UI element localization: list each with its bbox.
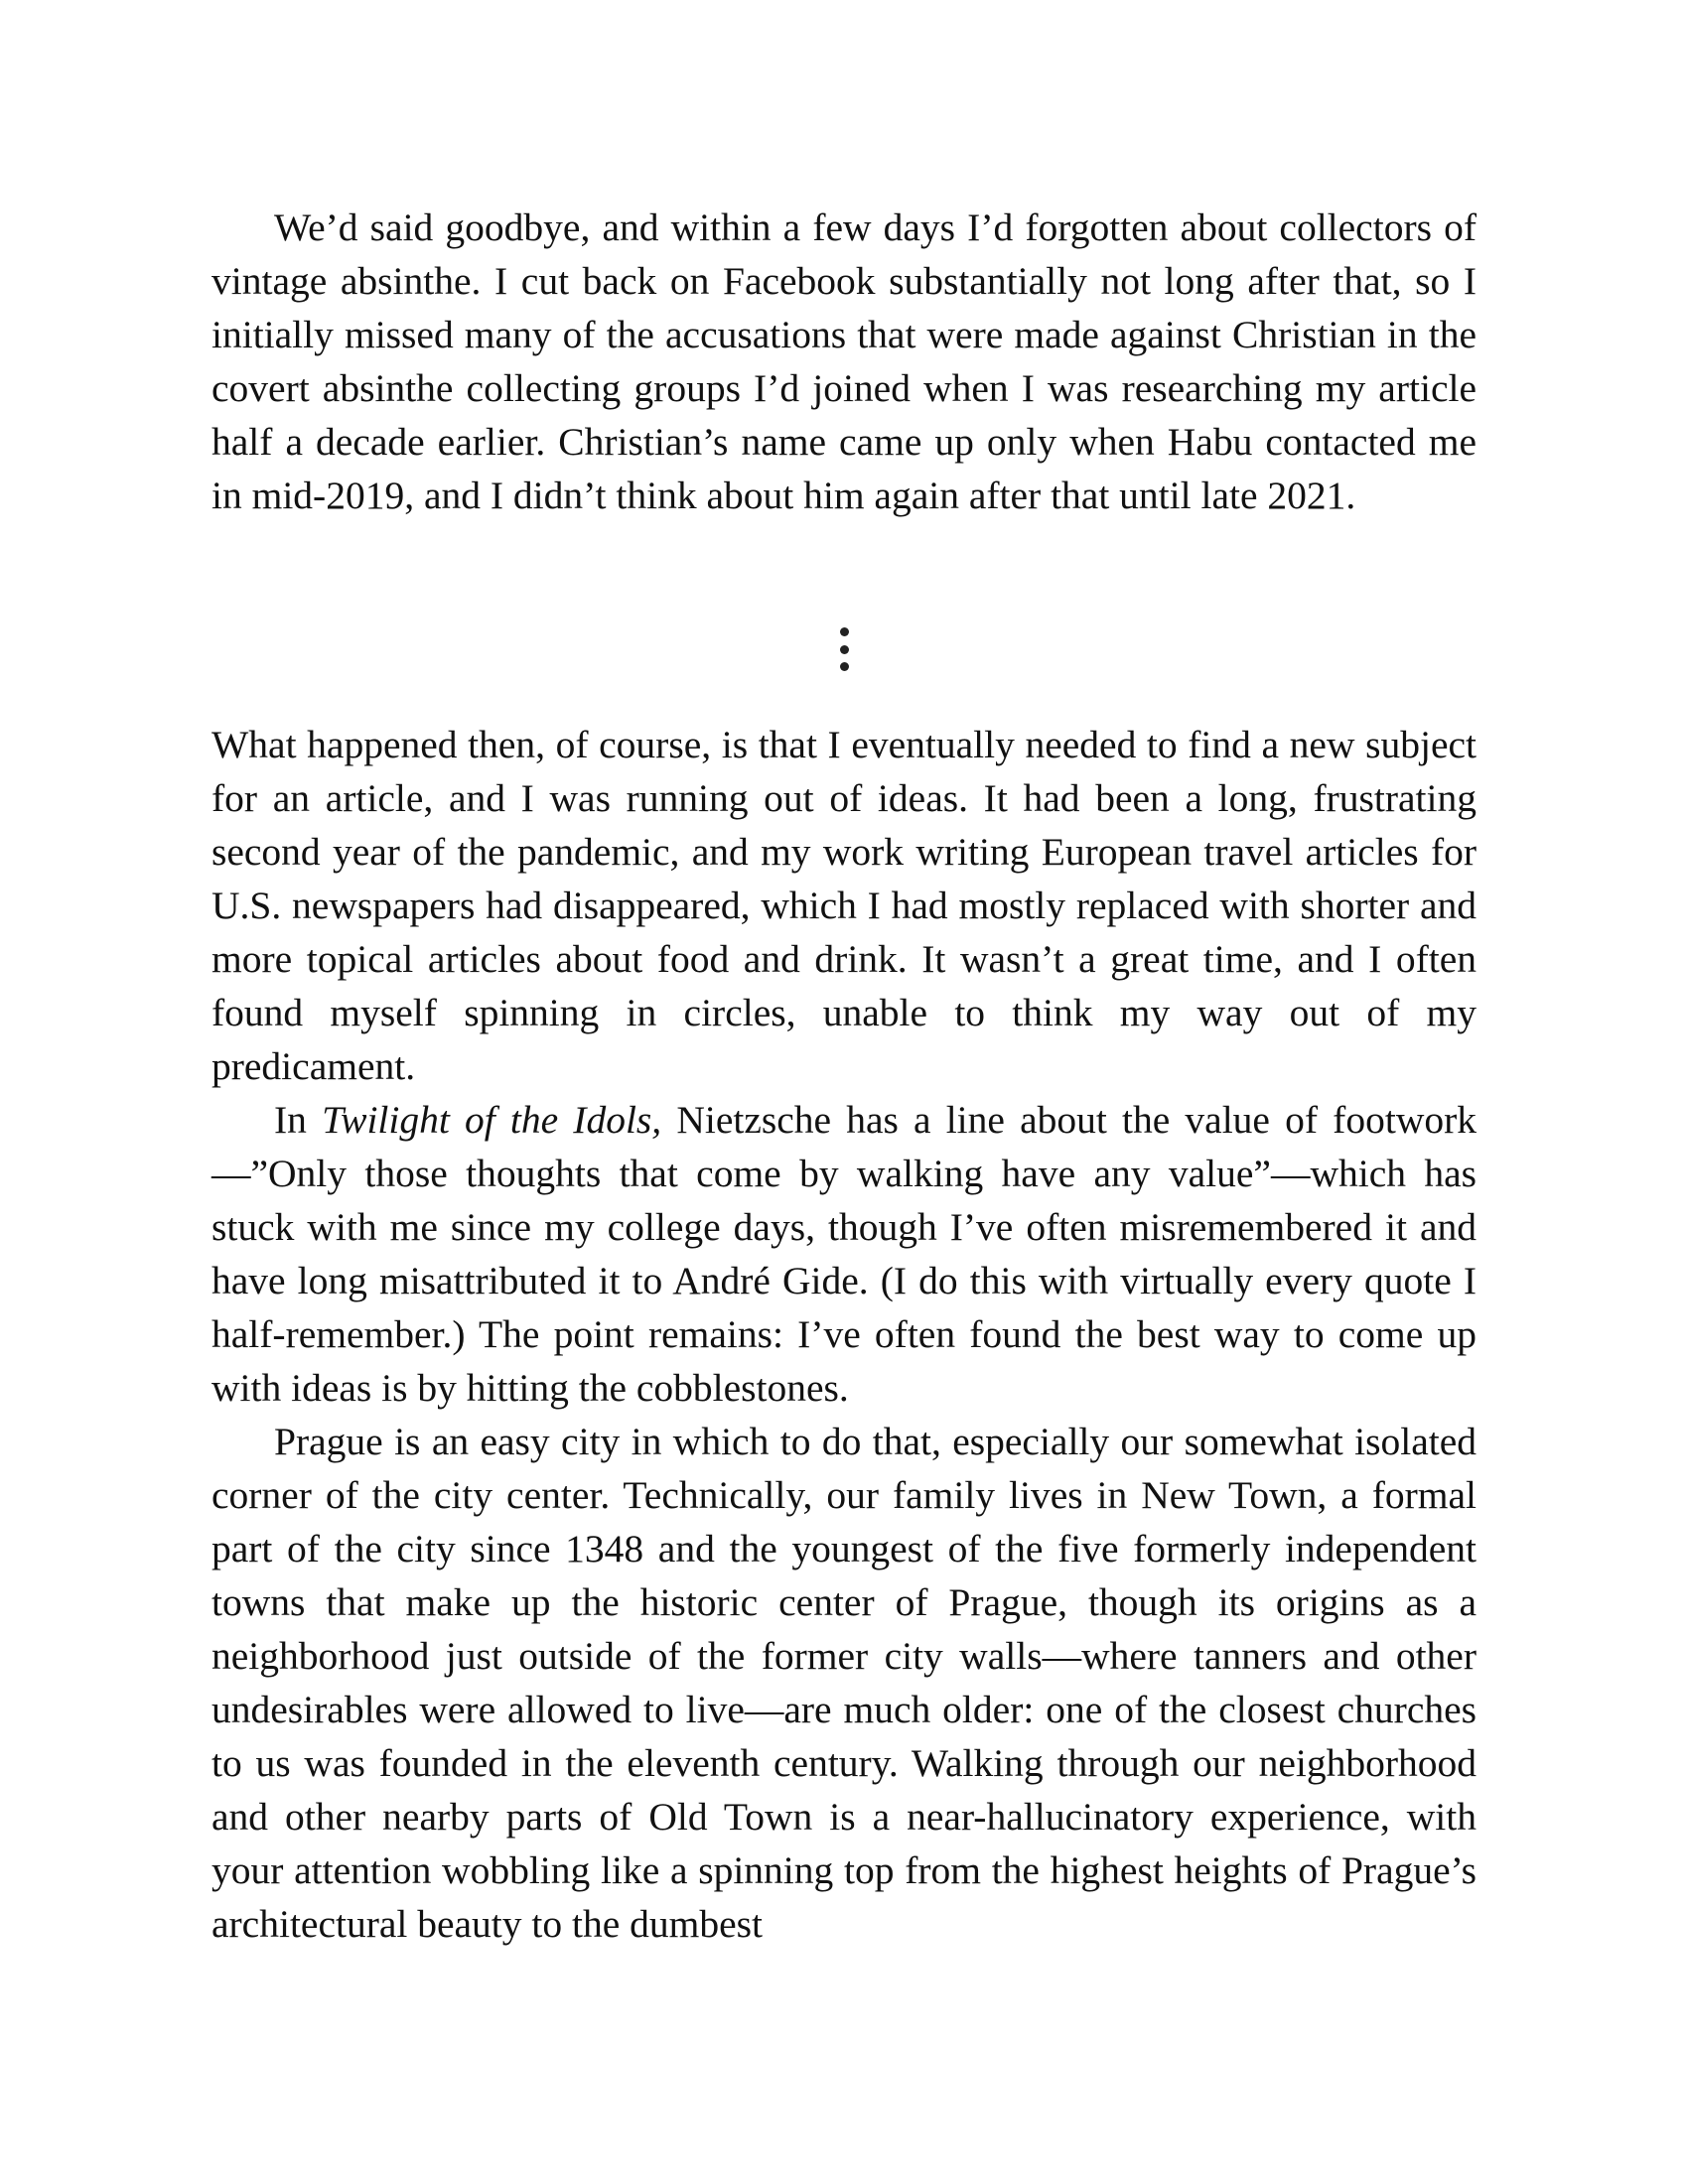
book-title: Twilight of the Idols,	[322, 1098, 662, 1142]
ellipsis-dot	[840, 662, 849, 671]
paragraph-nietzsche-lead: In	[274, 1098, 323, 1142]
paragraph-new-subject: What happened then, of course, is that I eventually needed to find a new subject for an article, and I was running out of ideas. It had been a long, frustrating second year of the pandemic, and my work writing European travel articles for U.S. newspapers had disappeared, which I had mostly replaced with shorter and more topical articles about food and drink. It wasn’t a great time, and I often found myself spinning in circles, unable to think my way out of my predicament.	[211, 723, 1477, 1088]
ellipsis-dot	[840, 627, 849, 636]
section-two	[211, 718, 1477, 1951]
paragraph-goodbye: We’d said goodbye, and within a few days I’d forgotten about collectors of vintage absinthe. I cut back on Facebook substantially not long after that, so I initially missed many of the accusations that were made against Christian in the covert absinthe collecting groups I’d joined when I was researching my article half a decade earlier. Christian’s name came up only when Habu contacted me in mid-2019, and I didn’t think about him again after that until late 2021.	[211, 205, 1477, 517]
vertical-ellipsis-icon	[839, 627, 849, 671]
paragraph-nietzsche-body: Nietzsche has a line about the value of footwork —”Only those thoughts that come by walking have any value”—which has stuck with me since my college days, though I’ve often misremembered it and have long misattributed it to André Gide. (I do this with virtually every quote I half-remember.) The point remains: I’ve often found the best way to come up with ideas is by hitting the cobblestones.	[211, 1098, 1477, 1410]
paragraph-prague: Prague is an easy city in which to do that, especially our somewhat isolated corner of the city center. Technically, our family lives in New Town, a formal part of the city since 1348 and the youngest of the five formerly independent towns that make up the historic center of Prague, though its origins as a neighborhood just outside of the former city walls—where tanners and other undesirables were allowed to live—are much older: one of the closest churches to us was founded in the eleventh century. Walking through our neighborhood and other nearby parts of Old Town is a near-hallucinatory experience, with your attention wobbling like a spinning top from the highest heights of Prague’s architectural beauty to the dumbest	[211, 1420, 1477, 1946]
section-break	[0, 627, 1688, 675]
section-one	[211, 201, 1477, 522]
paragraph-nietzsche	[211, 1093, 1477, 1415]
ellipsis-dot	[840, 645, 849, 654]
